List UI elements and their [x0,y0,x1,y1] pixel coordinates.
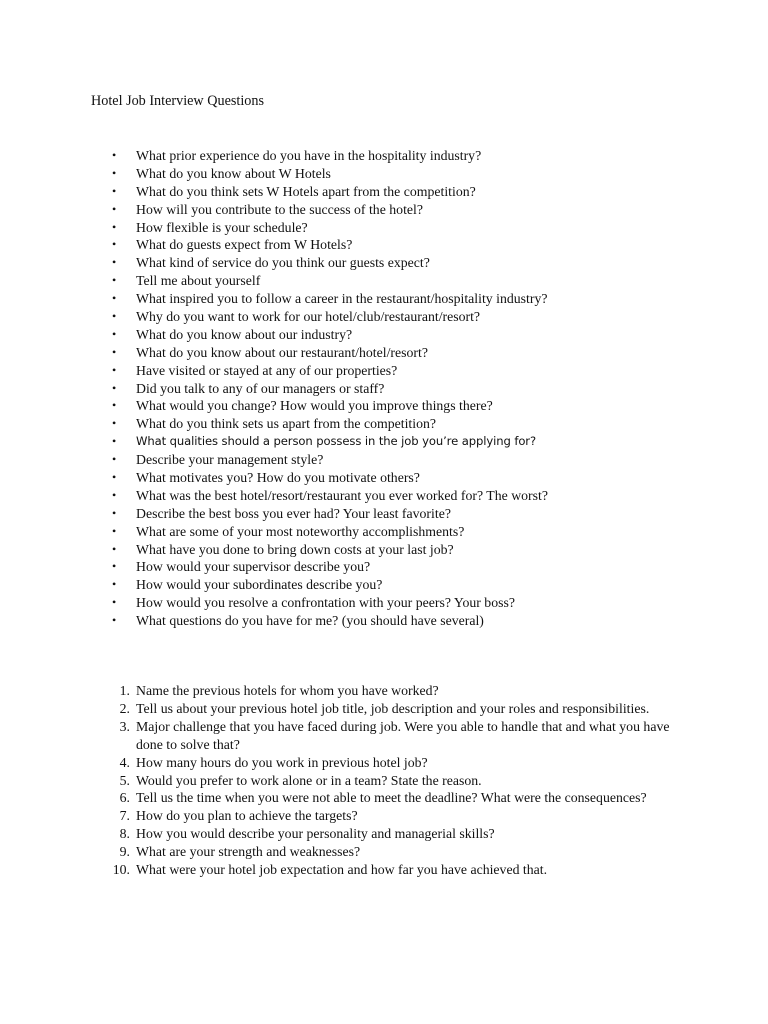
numbered-question-text: How many hours do you work in previous hotel job? [136,754,428,770]
bullet-icon: • [112,309,117,324]
bullet-icon: • [112,148,117,162]
bullet-question-text: How would you resolve a confrontation with your peers? Your boss? [136,595,515,611]
numbered-question-item [0,772,676,790]
question-number: 6. [119,790,130,806]
question-number: 3. [119,718,130,734]
bullet-question-text: What prior experience do you have in the hospitality industry? [136,148,482,163]
bullet-icon: • [112,237,117,252]
numbered-question-item [0,861,676,879]
numbered-question-item [0,825,676,843]
bullet-icon: • [112,165,117,180]
bullet-question-text: What have you done to bring down costs at your last job? [136,541,454,557]
bullet-icon: • [112,487,117,502]
numbered-question-item [0,700,676,718]
bullet-question-text: Describe your management style? [136,452,324,468]
question-number: 9. [119,844,130,860]
numbered-question-item [0,807,676,825]
bullet-question-text: How would your subordinates describe you? [136,577,383,593]
document-title: Hotel Job Interview Questions [91,93,264,109]
bullet-icon: • [112,416,117,431]
bullet-icon: • [112,559,117,574]
numbered-question-text: What are your strength and weaknesses? [136,844,361,860]
bullet-question-text: What are some of your most noteworthy accomplishments? [136,523,465,539]
bullet-question-text: What kind of service do you think our guests expect? [136,255,430,271]
bullet-icon: • [112,613,117,628]
question-number: 7. [119,808,130,824]
numbered-question-text: How do you plan to achieve the targets? [136,808,358,824]
bullet-icon: • [112,255,117,270]
numbered-question-item [0,682,676,700]
bullet-icon: • [112,219,117,234]
numbered-question-item [0,718,676,754]
bullet-icon: • [112,434,117,449]
bullet-question-text: What questions do you have for me? (you should have several) [136,613,484,629]
numbered-question-text: What were your hotel job expectation and how far you have achieved that. [136,862,548,878]
bullet-question-text: What do you think sets us apart from the competition? [136,416,437,432]
numbered-question-list [0,682,676,879]
bullet-icon: • [112,201,117,216]
bullet-question-text: What inspired you to follow a career in the restaurant/hospitality industry? [136,291,548,307]
bullet-icon: • [112,326,117,341]
bullet-question-text: What do you know about our restaurant/hotel/resort? [136,344,428,360]
numbered-question-text: How you would describe your personality and managerial skills? [136,826,495,842]
bullet-icon: • [112,362,117,377]
bullet-question-text: What do guests expect from W Hotels? [136,237,353,253]
question-number: 8. [119,826,130,842]
bullet-question-text: How flexible is your schedule? [136,219,308,235]
bullet-question-text: Describe the best boss you ever had? Your least favorite? [136,505,451,521]
numbered-question-text: Tell us the time when you were not able to meet the deadline? What were the consequences? [136,790,647,806]
bullet-icon: • [112,273,117,288]
numbered-question-item [0,754,676,772]
bullet-question-text: What motivates you? How do you motivate others? [136,470,420,486]
question-number: 4. [119,754,130,770]
bullet-question-text: Have visited or stayed at any of our properties? [136,362,398,378]
bullet-question-text: What would you change? How would you improve things there? [136,398,493,414]
bullet-icon: • [112,523,117,538]
question-number: 2. [119,700,130,716]
bullet-question-text: How would your supervisor describe you? [136,559,371,575]
question-number: 1. [119,683,130,698]
bullet-question-text: Tell me about yourself [136,273,261,289]
bullet-icon: • [112,452,117,467]
question-number: 10. [112,862,130,878]
bullet-icon: • [112,541,117,556]
bullet-question-text: Did you talk to any of our managers or staff? [136,380,385,396]
question-number: 5. [119,772,130,788]
bullet-icon: • [112,595,117,610]
bullet-icon: • [112,344,117,359]
bullet-icon: • [112,380,117,395]
numbered-question-text: Name the previous hotels for whom you have worked? [136,683,439,698]
bullet-icon: • [112,505,117,520]
bullet-icon: • [112,470,117,485]
bullet-question-text: What do you know about our industry? [136,326,353,342]
bullet-question-text: Why do you want to work for our hotel/club/restaurant/resort? [136,309,481,325]
bullet-icon: • [112,183,117,198]
bullet-icon: • [112,291,117,306]
bullet-icon: • [112,577,117,592]
bullet-question-text: What do you think sets W Hotels apart from the competition? [136,183,476,199]
numbered-question-text: Tell us about your previous hotel job title, job description and your roles and responsibilities. [136,700,650,716]
numbered-question-text: Major challenge that you have faced during job. Were you able to handle that and what you have done to solve that? [136,718,670,752]
numbered-question-item [0,843,676,861]
bullet-question-text: How will you contribute to the success of the hotel? [136,201,423,217]
bullet-question-text: What do you know about W Hotels [136,165,331,181]
bullet-question-text: What was the best hotel/resort/restaurant you ever worked for? The worst? [136,487,548,503]
bullet-question-text: What qualities should a person possess in the job you’re applying for? [136,434,537,449]
numbered-question-text: Would you prefer to work alone or in a team? State the reason. [136,772,482,788]
numbered-question-item [0,789,676,807]
bullet-icon: • [112,398,117,413]
